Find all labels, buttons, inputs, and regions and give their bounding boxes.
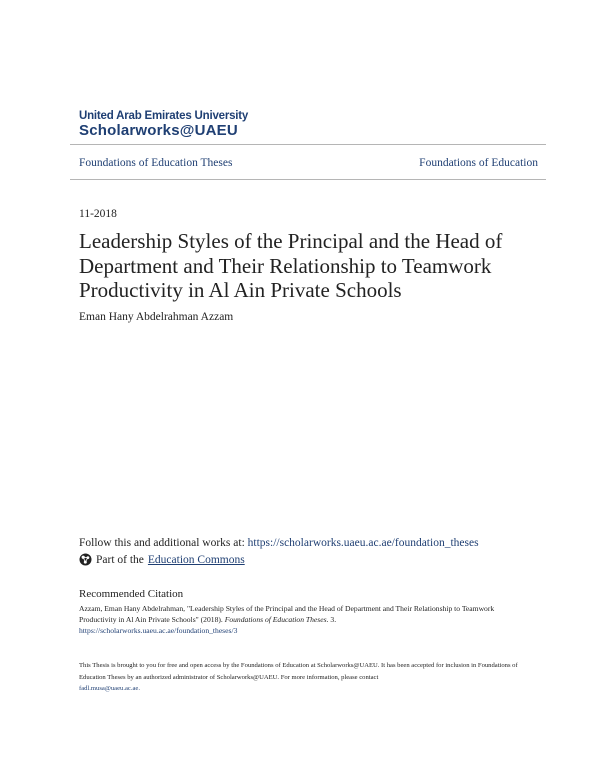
- license-statement: [79, 660, 529, 695]
- contact-email-link[interactable]: [79, 683, 529, 695]
- part-of-text: Part of the: [96, 553, 144, 566]
- citation-main: Azzam, Eman Hany Abdelrahman, "Leadership Styles of the Principal and the Head of Department and Their Relationship to Teamwork Productivity in Al Ain Private Schools" (2018).: [79, 604, 495, 624]
- license-text: This Thesis is brought to you for free and open access by the Foundations of Education at Scholarworks@UAEU. It has been accepted for inclusion in Foundations of Education Theses by an authorized administrator of Scholarworks@UAEU. For more information, please contact: [79, 662, 518, 681]
- citation-series: Foundations of Education Theses: [224, 615, 327, 624]
- citation-url-link[interactable]: https://scholarworks.uaeu.ac.ae/foundation_theses/3: [79, 626, 238, 635]
- follow-text: Follow this and additional works at:: [79, 537, 248, 549]
- citation-number: . 3.: [326, 615, 337, 624]
- department-link[interactable]: Foundations of Education: [419, 157, 538, 169]
- education-commons-link[interactable]: Education Commons: [147, 553, 245, 566]
- repository-name: Scholarworks@UAEU: [79, 122, 238, 139]
- header-divider-bottom: [70, 179, 546, 180]
- citation-text: [79, 603, 519, 636]
- author-name: Eman Hany Abdelrahman Azzam: [79, 311, 234, 323]
- thesis-title: Leadership Styles of the Principal and the Head of Department and Their Relationship to Teamwork Productivity in Al Ain Private Schools: [79, 229, 503, 302]
- part-of-line: [79, 553, 245, 566]
- recommended-citation-heading: Recommended Citation: [79, 588, 184, 600]
- collection-link[interactable]: Foundations of Education Theses: [79, 157, 233, 169]
- license-end: .: [138, 685, 140, 692]
- university-name: United Arab Emirates University: [79, 110, 249, 122]
- publication-date: 11-2018: [79, 208, 117, 220]
- header-divider-top: [70, 144, 546, 145]
- contact-email: fadl.musa@uaeu.ac.ae: [79, 685, 139, 692]
- follow-line: [79, 537, 479, 549]
- follow-url-link[interactable]: https://scholarworks.uaeu.ac.ae/foundation_theses: [247, 537, 479, 549]
- commons-network-icon: [79, 553, 92, 566]
